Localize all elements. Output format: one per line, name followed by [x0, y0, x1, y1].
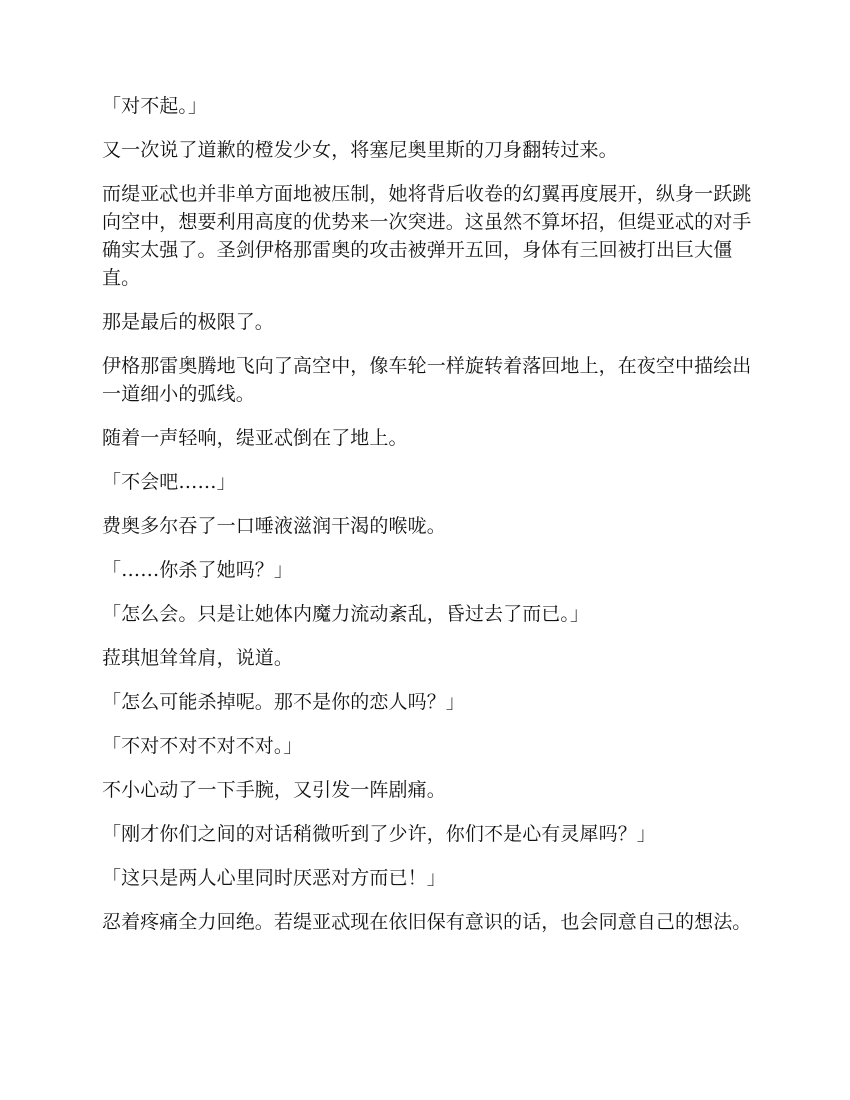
paragraph: 费奥多尔吞了一口唾液滋润干渴的喉咙。 [102, 515, 446, 537]
paragraph: 忍着疼痛全力回绝。若缇亚忒现在依旧保有意识的话，也会同意自己的想法。 [102, 911, 752, 933]
paragraph: 「……你杀了她吗？」 [102, 559, 294, 581]
paragraph: 那是最后的极限了。 [102, 311, 274, 333]
paragraph: 随着一声轻响，缇亚忒倒在了地上。 [102, 427, 408, 449]
paragraph: 又一次说了道歉的橙发少女，将塞尼奥里斯的刀身翻转过来。 [102, 139, 618, 161]
paragraph: 「这只是两人心里同时厌恶对方而已！」 [102, 867, 446, 889]
paragraph: 「怎么可能杀掉呢。那不是你的恋人吗？」 [102, 691, 465, 713]
paragraph: 伊格那雷奥腾地飞向了高空中，像车轮一样旋转着落回地上，在夜空中描绘出一道细小的弧线。 [102, 355, 752, 405]
paragraph: 而缇亚忒也并非单方面地被压制，她将背后收卷的幻翼再度展开，纵身一跃跳向空中，想要利用高度的优势来一次突进。这虽然不算坏招，但缇亚忒的对手确实太强了。圣剑伊格那雷奥的攻击被弹开五回，身体有三回被打出巨大僵直。 [102, 183, 752, 289]
paragraph: 「怎么会。只是让她体内魔力流动紊乱，昏过去了而已。」 [102, 603, 590, 625]
paragraph: 「不对不对不对不对。」 [102, 735, 303, 757]
paragraph: 不小心动了一下手腕，又引发一阵剧痛。 [102, 779, 446, 801]
paragraph: 「不会吧……」 [102, 471, 236, 493]
paragraph: 「刚才你们之间的对话稍微听到了少许，你们不是心有灵犀吗？」 [102, 823, 656, 845]
text-body [102, 92, 752, 952]
paragraph: 菈琪旭耸耸肩，说道。 [102, 647, 294, 669]
paragraph: 「对不起。」 [102, 95, 208, 117]
